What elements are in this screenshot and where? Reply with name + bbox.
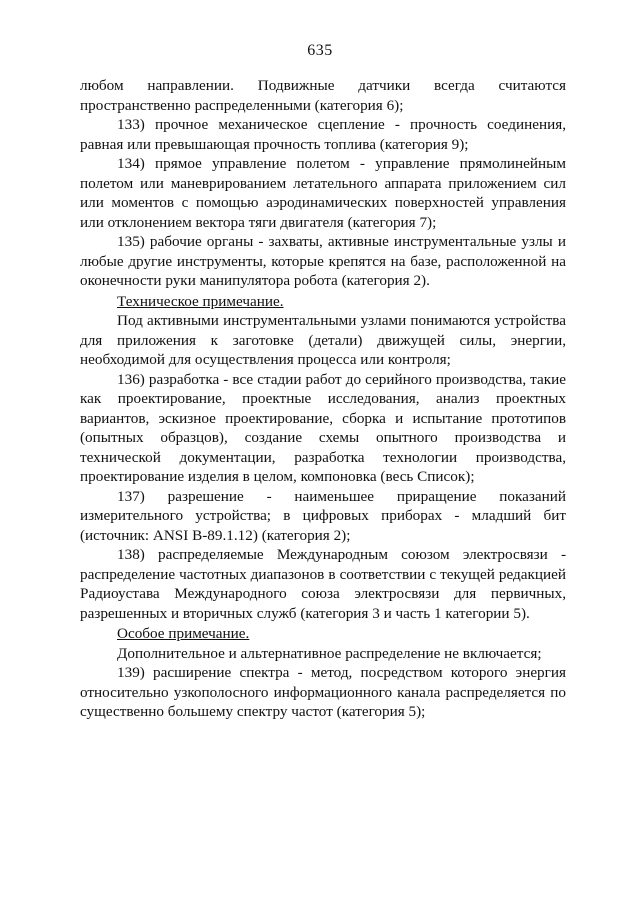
paragraph-item-136: 136) разработка - все стадии работ до серийного производства, такие как проектирование, проектные исследования, анализ проектных вариантов, эскизное проектирование, сборка и испытание прототипов (опытных образцов), создание схемы опытного производства и технической документации, разработка технологии производства, проектирование изделия в целом, компоновка (весь Список);	[80, 370, 566, 485]
technical-note-heading: Техническое примечание.	[117, 292, 284, 310]
paragraph-continuation: любом направлении. Подвижные датчики всегда считаются пространственно распределенными (категория 6);	[80, 77, 566, 114]
paragraph-item-133: 133) прочное механическое сцепление - прочность соединения, равная или превышающая прочность топлива (категория 9);	[80, 116, 566, 153]
paragraph-item-138: 138) распределяемые Международным союзом электросвязи - распределение частотных диапазонов в соответствии с текущей редакцией Радиоустава Международного союза электросвязи для первичных, разрешенных и вторичных служб (категория 3 и часть 1 категории 5).	[80, 546, 566, 622]
special-note-text: Дополнительное и альтернативное распределение не включается;	[117, 644, 542, 662]
paragraph-item-135: 135) рабочие органы - захваты, активные инструментальные узлы и любые другие инструменты, которые крепятся на базе, расположенной на оконечности руки манипулятора робота (категория 2).	[80, 233, 566, 289]
technical-note-text: Под активными инструментальными узлами понимаются устройства для приложения к заготовке (детали) движущей силы, энергии, необходимой для осуществления процесса или контроля;	[80, 312, 566, 368]
paragraph-item-139: 139) расширение спектра - метод, посредством которого энергия относительно узкополосного информационного канала распределяется по существенно большему спектру частот (категория 5);	[80, 664, 566, 720]
paragraph-item-137: 137) разрешение - наименьшее приращение показаний измерительного устройства; в цифровых приборах - младший бит (источник: ANSI B-89.1.12) (категория 2);	[80, 487, 566, 544]
paragraph-item-134: 134) прямое управление полетом - управление прямолинейным полетом или маневрированием летательного аппарата приложением сил или моментов с помощью аэродинамических поверхностей управления или отклонением вектора тяги двигателя (категория 7);	[80, 155, 566, 231]
page-number: 635	[307, 42, 333, 59]
document-body	[80, 76, 566, 722]
special-note-heading: Особое примечание.	[117, 625, 250, 642]
